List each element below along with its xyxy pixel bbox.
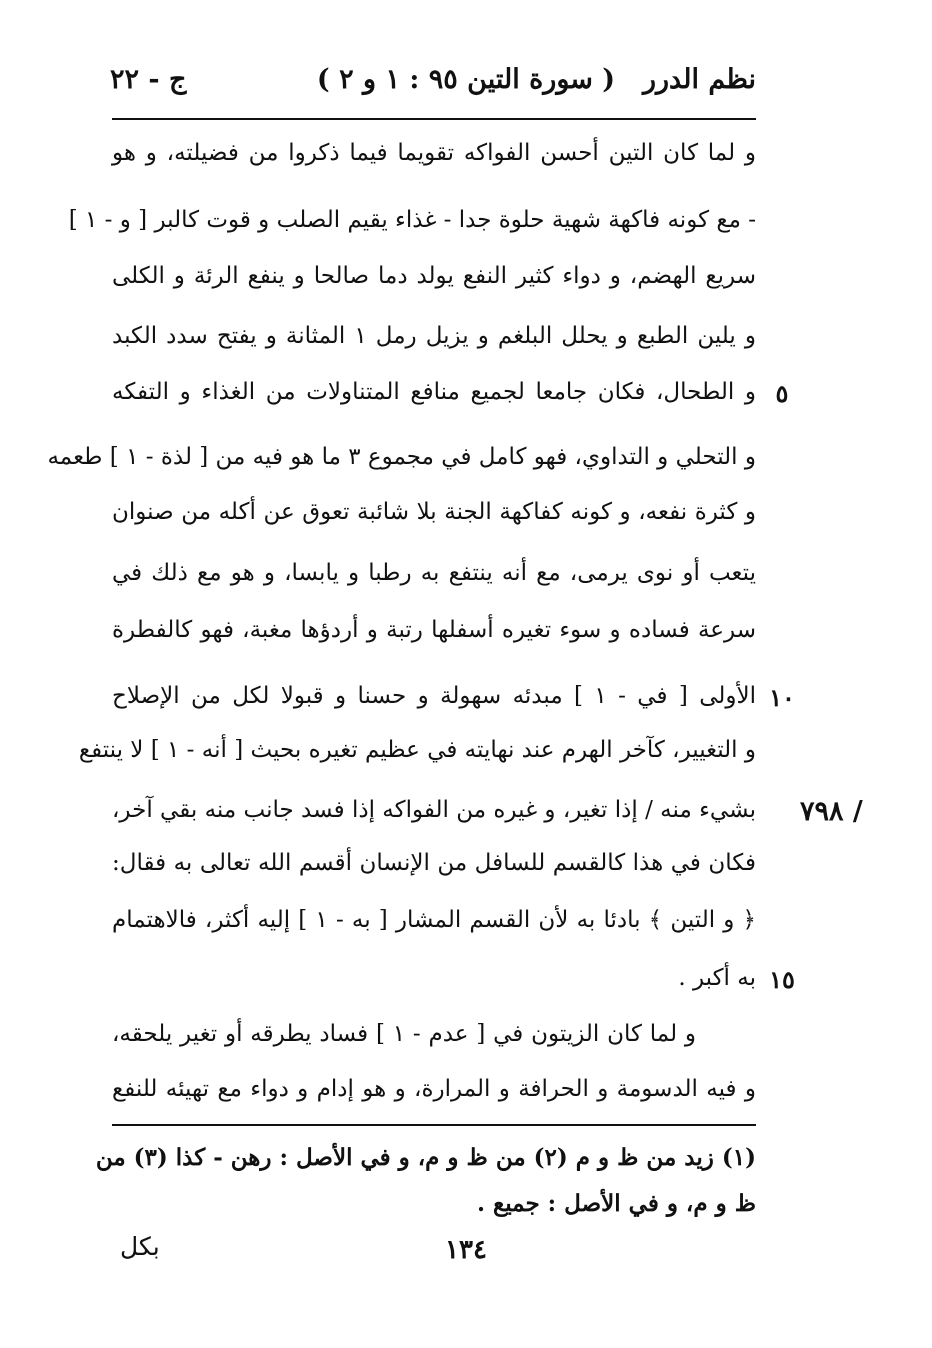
body-line: الأولى [ في - ١ ] مبدئه سهولة و حسنا و قبولا لكل من الإصلاح <box>112 683 756 709</box>
header-volume: ج - ٢٢ <box>110 64 187 95</box>
header-surah-reference: ( سورة التين ٩٥ : ١ و ٢ ) <box>316 64 616 95</box>
margin-folio-note: / ٧٩٨ <box>800 796 863 827</box>
body-line: و التحلي و التداوي، فهو كامل في مجموع ٣ ما هو فيه من [ لذة - ١ ] طعمه <box>47 444 756 470</box>
header-rule <box>112 118 756 120</box>
page-number: ١٣٤ <box>445 1235 487 1265</box>
body-line: و لما كان الزيتون في [ عدم - ١ ] فساد يطرقه أو تغير يلحقه، <box>112 1021 696 1047</box>
body-line: ﴿ و التين ﴾ بادئا به لأن القسم المشار [ به - ١ ] إليه أكثر، فالاهتمام <box>112 907 757 933</box>
footnote-line: ظ و م، و في الأصل : جميع . <box>476 1190 756 1217</box>
body-line: به أكبر . <box>678 965 756 991</box>
body-line: فكان في هذا كالقسم للسافل من الإنسان أقسم الله تعالى به فقال: <box>112 850 756 876</box>
body-line: و لما كان التين أحسن الفواكه تقويما فيما ذكروا من فضيلته، و هو <box>112 140 756 166</box>
body-line: و الطحال، فكان جامعا لجميع منافع المتناولات من الغذاء و التفكه <box>112 379 756 405</box>
line-number: ١٥ <box>769 965 795 994</box>
body-line: و يلين الطبع و يحلل البلغم و يزيل رمل ١ المثانة و يفتح سدد الكبد <box>112 323 756 349</box>
header-book-title: نظم الدرر <box>642 64 756 95</box>
body-line: و فيه الدسومة و الحرافة و المرارة، و هو إدام و دواء مع تهيئه للنفع <box>112 1076 756 1102</box>
body-line: و التغيير، كآخر الهرم عند نهايته في عظيم تغيره بحيث [ أنه - ١ ] لا ينتفع <box>78 737 756 763</box>
line-number: ٥ <box>775 379 789 408</box>
body-line: سريع الهضم، و دواء كثير النفع يولد دما صالحا و ينفع الرئة و الكلى <box>112 263 756 289</box>
body-line: بشيء منه / إذا تغير، و غيره من الفواكه إذا فسد جانب منه بقي آخر، <box>112 797 756 823</box>
body-line: و كثرة نفعه، و كونه كفاكهة الجنة بلا شائبة تعوق عن أكله من صنوان <box>112 499 756 525</box>
body-line: - مع كونه فاكهة شهية حلوة جدا - غذاء يقيم الصلب و قوت كالبر [ و - ١ ] <box>68 207 756 233</box>
body-line: سرعة فساده و سوء تغيره أسفلها رتبة و أردؤها مغبة، فهو كالفطرة <box>112 617 756 643</box>
catchword: بكل <box>120 1232 160 1261</box>
line-number: ١٠ <box>769 683 795 712</box>
footnote-rule <box>112 1124 756 1126</box>
body-line: يتعب أو نوى يرمى، مع أنه ينتفع به رطبا و يابسا، و هو مع ذلك في <box>112 560 756 586</box>
footnote-line: (١) زيد من ظ و م (٢) من ظ و م، و في الأصل : رهن - كذا (٣) من <box>95 1144 756 1171</box>
